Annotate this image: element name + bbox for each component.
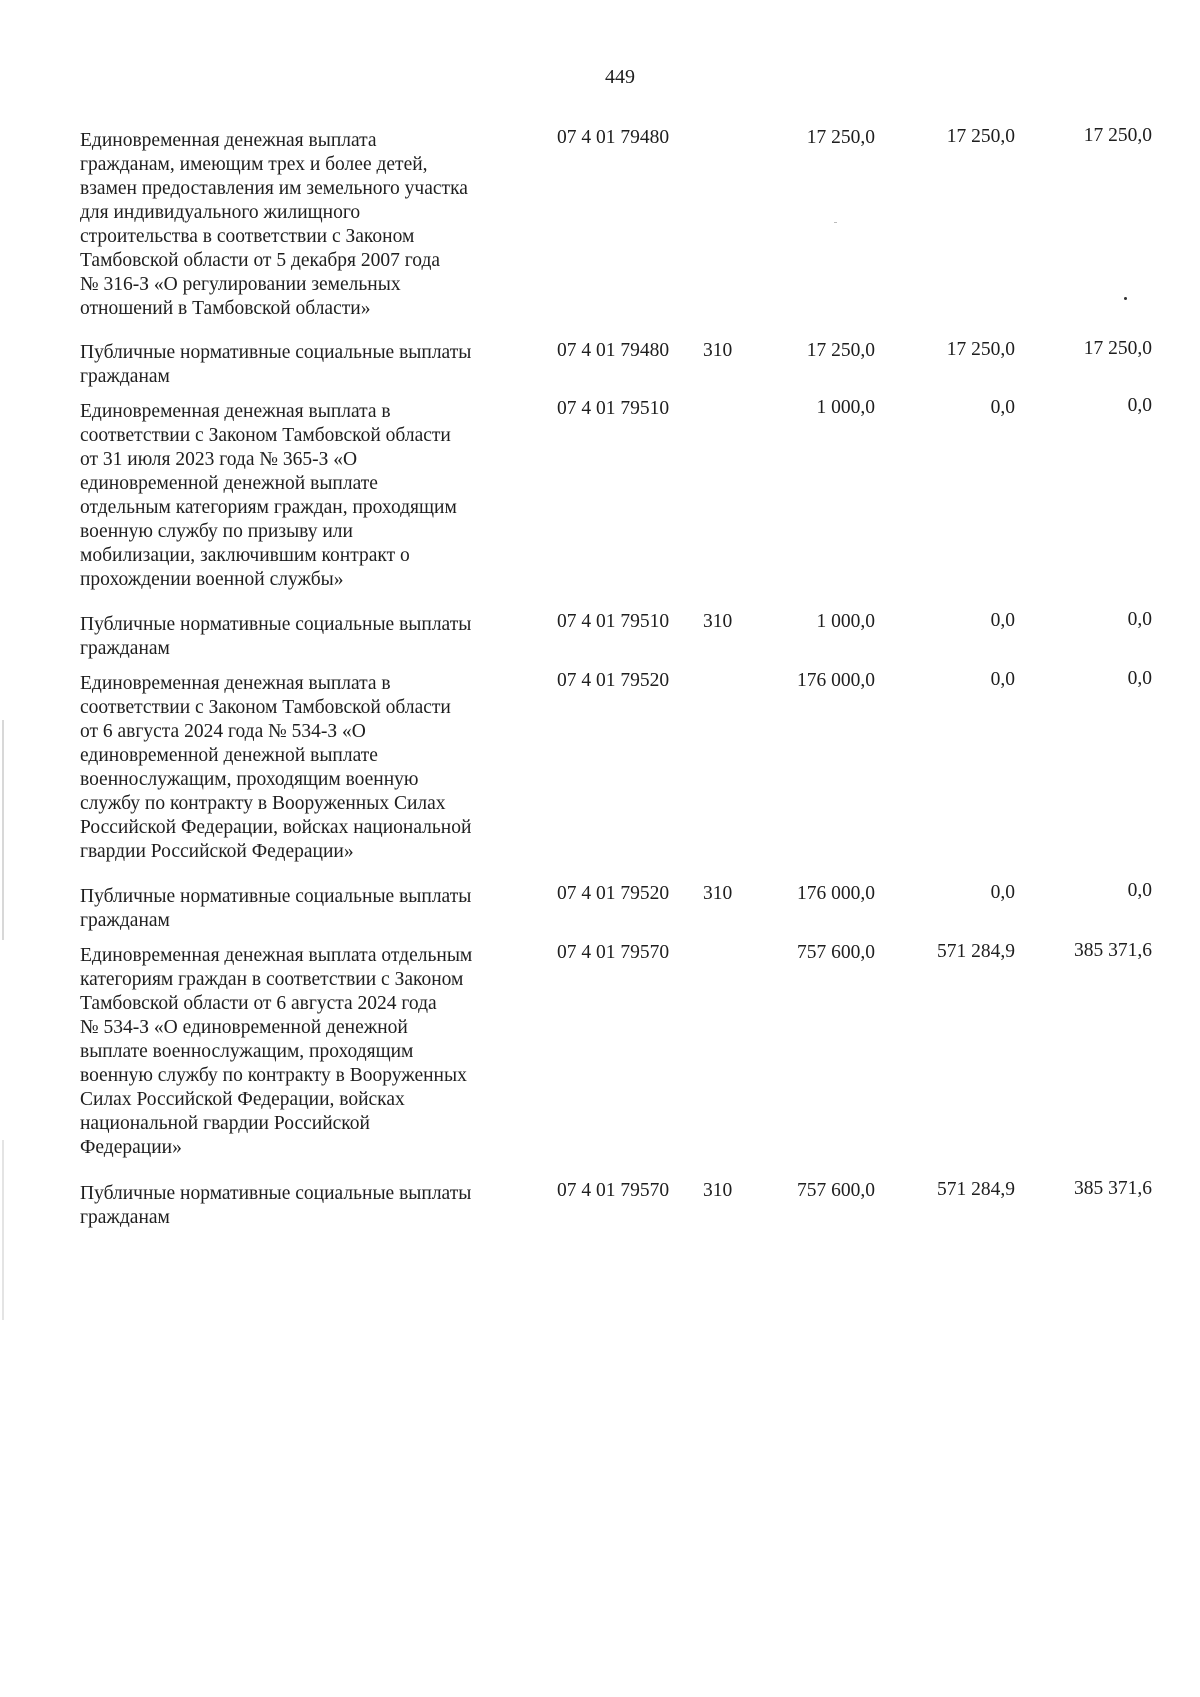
page-number: 449 bbox=[605, 66, 635, 88]
row-value-2: 0,0 bbox=[990, 882, 1015, 903]
row-description: Публичные нормативные социальные выплаты гражданам bbox=[80, 886, 472, 931]
row-target-code: 07 4 01 79520 bbox=[557, 670, 670, 691]
row-value-3: 0,0 bbox=[1127, 668, 1152, 689]
row-value-3: 0,0 bbox=[1127, 395, 1152, 416]
row-value-3: 0,0 bbox=[1127, 880, 1152, 901]
scan-dot bbox=[834, 222, 837, 223]
scan-edge-mark bbox=[2, 1140, 4, 1320]
row-value-1: 757 600,0 bbox=[797, 1180, 875, 1201]
row-description: Единовременная денежная выплата гражданам, имеющим трех и более детей, взамен предоставления им земельного участка для индивидуального жилищного строительства в соответствии с Законом Тамбовской области от 5 декабря 2007 года № 316-З «О регулировании земельных отношений в Тамбовской области» bbox=[80, 130, 468, 319]
row-expense-type: 310 bbox=[703, 340, 733, 361]
row-target-code: 07 4 01 79510 bbox=[557, 611, 670, 632]
row-value-2: 0,0 bbox=[990, 669, 1015, 690]
row-description: Публичные нормативные социальные выплаты гражданам bbox=[80, 342, 472, 387]
row-value-2: 17 250,0 bbox=[946, 339, 1015, 360]
row-target-code: 07 4 01 79510 bbox=[557, 398, 670, 419]
scan-dot bbox=[1124, 297, 1127, 300]
row-description: Публичные нормативные социальные выплаты гражданам bbox=[80, 614, 472, 659]
row-value-3: 17 250,0 bbox=[1083, 125, 1152, 146]
row-value-3: 17 250,0 bbox=[1083, 338, 1152, 359]
row-value-1: 176 000,0 bbox=[797, 883, 875, 904]
row-value-1: 1 000,0 bbox=[816, 611, 875, 632]
row-value-1: 1 000,0 bbox=[816, 397, 875, 418]
row-description: Единовременная денежная выплата в соответствии с Законом Тамбовской области от 6 августа 2024 года № 534-З «О единовременной денежной выплате военнослужащим, проходящим военную службу по контракту в Вооруженных Силах Российской Федерации, войсках национальной гвардии Российской Федерации» bbox=[80, 673, 472, 862]
row-value-1: 757 600,0 bbox=[797, 942, 875, 963]
row-target-code: 07 4 01 79480 bbox=[557, 127, 670, 148]
row-expense-type: 310 bbox=[703, 883, 733, 904]
row-target-code: 07 4 01 79480 bbox=[557, 340, 670, 361]
row-value-2: 571 284,9 bbox=[937, 1179, 1015, 1200]
row-description: Единовременная денежная выплата в соответствии с Законом Тамбовской области от 31 июля 2023 года № 365-З «О единовременной денежной выплате отдельным категориям граждан, проходящим военную службу по призыву или мобилизации, заключившим контракт о прохождении военной службы» bbox=[80, 401, 457, 590]
row-value-3: 0,0 bbox=[1127, 609, 1152, 630]
row-description: Публичные нормативные социальные выплаты гражданам bbox=[80, 1183, 472, 1228]
row-expense-type: 310 bbox=[703, 611, 733, 632]
row-target-code: 07 4 01 79570 bbox=[557, 1180, 670, 1201]
row-value-3: 385 371,6 bbox=[1074, 940, 1152, 961]
row-target-code: 07 4 01 79570 bbox=[557, 942, 670, 963]
row-value-2: 17 250,0 bbox=[946, 126, 1015, 147]
row-value-3: 385 371,6 bbox=[1074, 1178, 1152, 1199]
row-value-1: 17 250,0 bbox=[806, 127, 875, 148]
row-value-1: 17 250,0 bbox=[806, 340, 875, 361]
row-target-code: 07 4 01 79520 bbox=[557, 883, 670, 904]
scan-edge-mark bbox=[2, 720, 4, 940]
row-value-2: 571 284,9 bbox=[937, 941, 1015, 962]
row-value-2: 0,0 bbox=[990, 397, 1015, 418]
row-value-1: 176 000,0 bbox=[797, 670, 875, 691]
row-value-2: 0,0 bbox=[990, 610, 1015, 631]
row-description: Единовременная денежная выплата отдельным категориям граждан в соответствии с Законом Тамбовской области от 6 августа 2024 года № 534-З «О единовременной денежной выплате военнослужащим, проходящим военную службу по контракту в Вооруженных Силах Российской Федерации, войсках национальной гвардии Российской Федерации» bbox=[80, 945, 473, 1158]
row-expense-type: 310 bbox=[703, 1180, 733, 1201]
